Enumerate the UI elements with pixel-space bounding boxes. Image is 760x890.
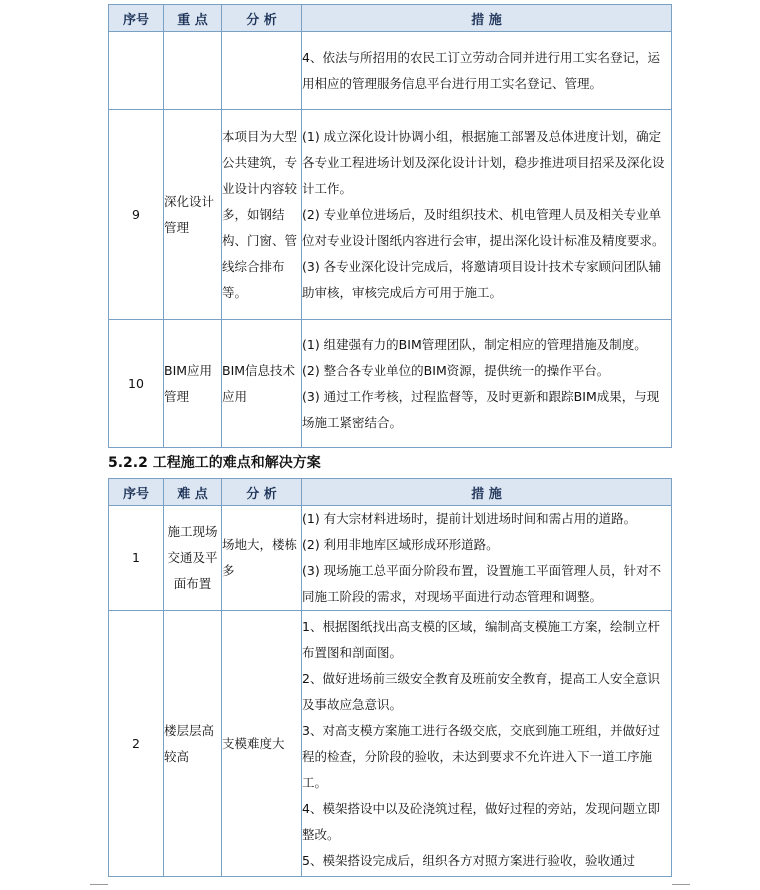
measure-item: (3) 现场施工总平面分阶段布置，设置施工平面管理人员，针对不同施工阶段的需求，对现场平面进行动态管理和调整。 xyxy=(302,563,662,604)
header-analysis: 分 析 xyxy=(222,479,302,506)
row-no: 2 xyxy=(109,611,164,877)
row-measures xyxy=(302,506,672,611)
table-row xyxy=(109,32,672,110)
row-difficulty: 施工现场交通及平面布置 xyxy=(164,506,222,611)
row-measures xyxy=(302,611,672,877)
measure-item: 1、根据图纸找出高支模的区域，编制高支模施工方案，绘制立杆布置图和剖面图。 xyxy=(302,618,660,660)
row-measures xyxy=(302,32,672,110)
page-corner-mark-left xyxy=(90,884,108,885)
measure-item: (3) 各专业深化设计完成后，将邀请项目设计技术专家顾问团队辅助审核，审核完成后方可用于施工。 xyxy=(302,258,662,300)
row-analysis xyxy=(222,32,302,110)
row-key-point: 深化设计管理 xyxy=(164,110,222,320)
row-key-point xyxy=(164,32,222,110)
section-heading: 5.2.2 工程施工的难点和解决方案 xyxy=(108,455,321,471)
measure-item: 4、模架搭设中以及砼浇筑过程，做好过程的旁站，发现问题立即整改。 xyxy=(302,800,660,842)
header-no: 序号 xyxy=(109,5,164,32)
measures-table-2 xyxy=(108,478,672,877)
row-measures xyxy=(302,320,672,448)
header-analysis: 分 析 xyxy=(222,5,302,32)
measure-item: (2) 利用非地库区域形成环形道路。 xyxy=(302,537,499,552)
measure-item: (2) 专业单位进场后，及时组织技术、机电管理人员及相关专业单位对专业设计图纸内容进行会审，提出深化设计标准及精度要求。 xyxy=(302,206,665,248)
row-analysis: 场地大，楼栋多 xyxy=(222,506,302,611)
row-no: 1 xyxy=(109,506,164,611)
measure-item: 2、做好进场前三级安全教育及班前安全教育，提高工人安全意识及事故应急意识。 xyxy=(302,670,660,712)
row-measures xyxy=(302,110,672,320)
table-row xyxy=(109,110,672,320)
row-analysis: 支模难度大 xyxy=(222,611,302,877)
row-difficulty: 楼层层高较高 xyxy=(164,611,222,877)
table-header-row xyxy=(109,479,672,506)
measure-item: (2) 整合各专业单位的BIM资源，提供统一的操作平台。 xyxy=(302,362,610,378)
table-row xyxy=(109,611,672,877)
measure-item: 5、模架搭设完成后，组织各方对照方案进行验收，验收通过 xyxy=(302,852,635,868)
header-no: 序号 xyxy=(109,479,164,506)
table-header-row xyxy=(109,5,672,32)
table-row xyxy=(109,506,672,611)
row-no: 9 xyxy=(109,110,164,320)
header-key-point: 重 点 xyxy=(164,5,222,32)
measure-item: (1) 组建强有力的BIM管理团队，制定相应的管理措施及制度。 xyxy=(302,336,647,352)
row-no xyxy=(109,32,164,110)
measure-item: (1) 有大宗材料进场时，提前计划进场时间和需占用的道路。 xyxy=(302,511,637,526)
row-analysis: BIM信息技术应用 xyxy=(222,320,302,448)
header-difficulty: 难 点 xyxy=(164,479,222,506)
measure-item: 4、依法与所招用的农民工订立劳动合同并进行用工实名登记，运用相应的管理服务信息平台进行用工实名登记、管理。 xyxy=(302,49,660,91)
row-no: 10 xyxy=(109,320,164,448)
measures-table-1 xyxy=(108,4,672,448)
measure-item: (3) 通过工作考核，过程监督等，及时更新和跟踪BIM成果，与现场施工紧密结合。 xyxy=(302,388,660,430)
header-measures: 措 施 xyxy=(302,5,672,32)
page-corner-mark-right xyxy=(672,884,690,885)
measure-item: 3、对高支模方案施工进行各级交底，交底到施工班组，并做好过程的检查，分阶段的验收，未达到要求不允许进入下一道工序施工。 xyxy=(302,722,660,790)
row-key-point: BIM应用管理 xyxy=(164,320,222,448)
row-analysis: 本项目为大型公共建筑，专业设计内容较多，如钢结构、门窗、管线综合排布等。 xyxy=(222,110,302,320)
measure-item: (1) 成立深化设计协调小组，根据施工部署及总体进度计划，确定各专业工程进场计划及深化设计计划，稳步推进项目招采及深化设计工作。 xyxy=(302,128,665,196)
table-row xyxy=(109,320,672,448)
header-measures: 措 施 xyxy=(302,479,672,506)
